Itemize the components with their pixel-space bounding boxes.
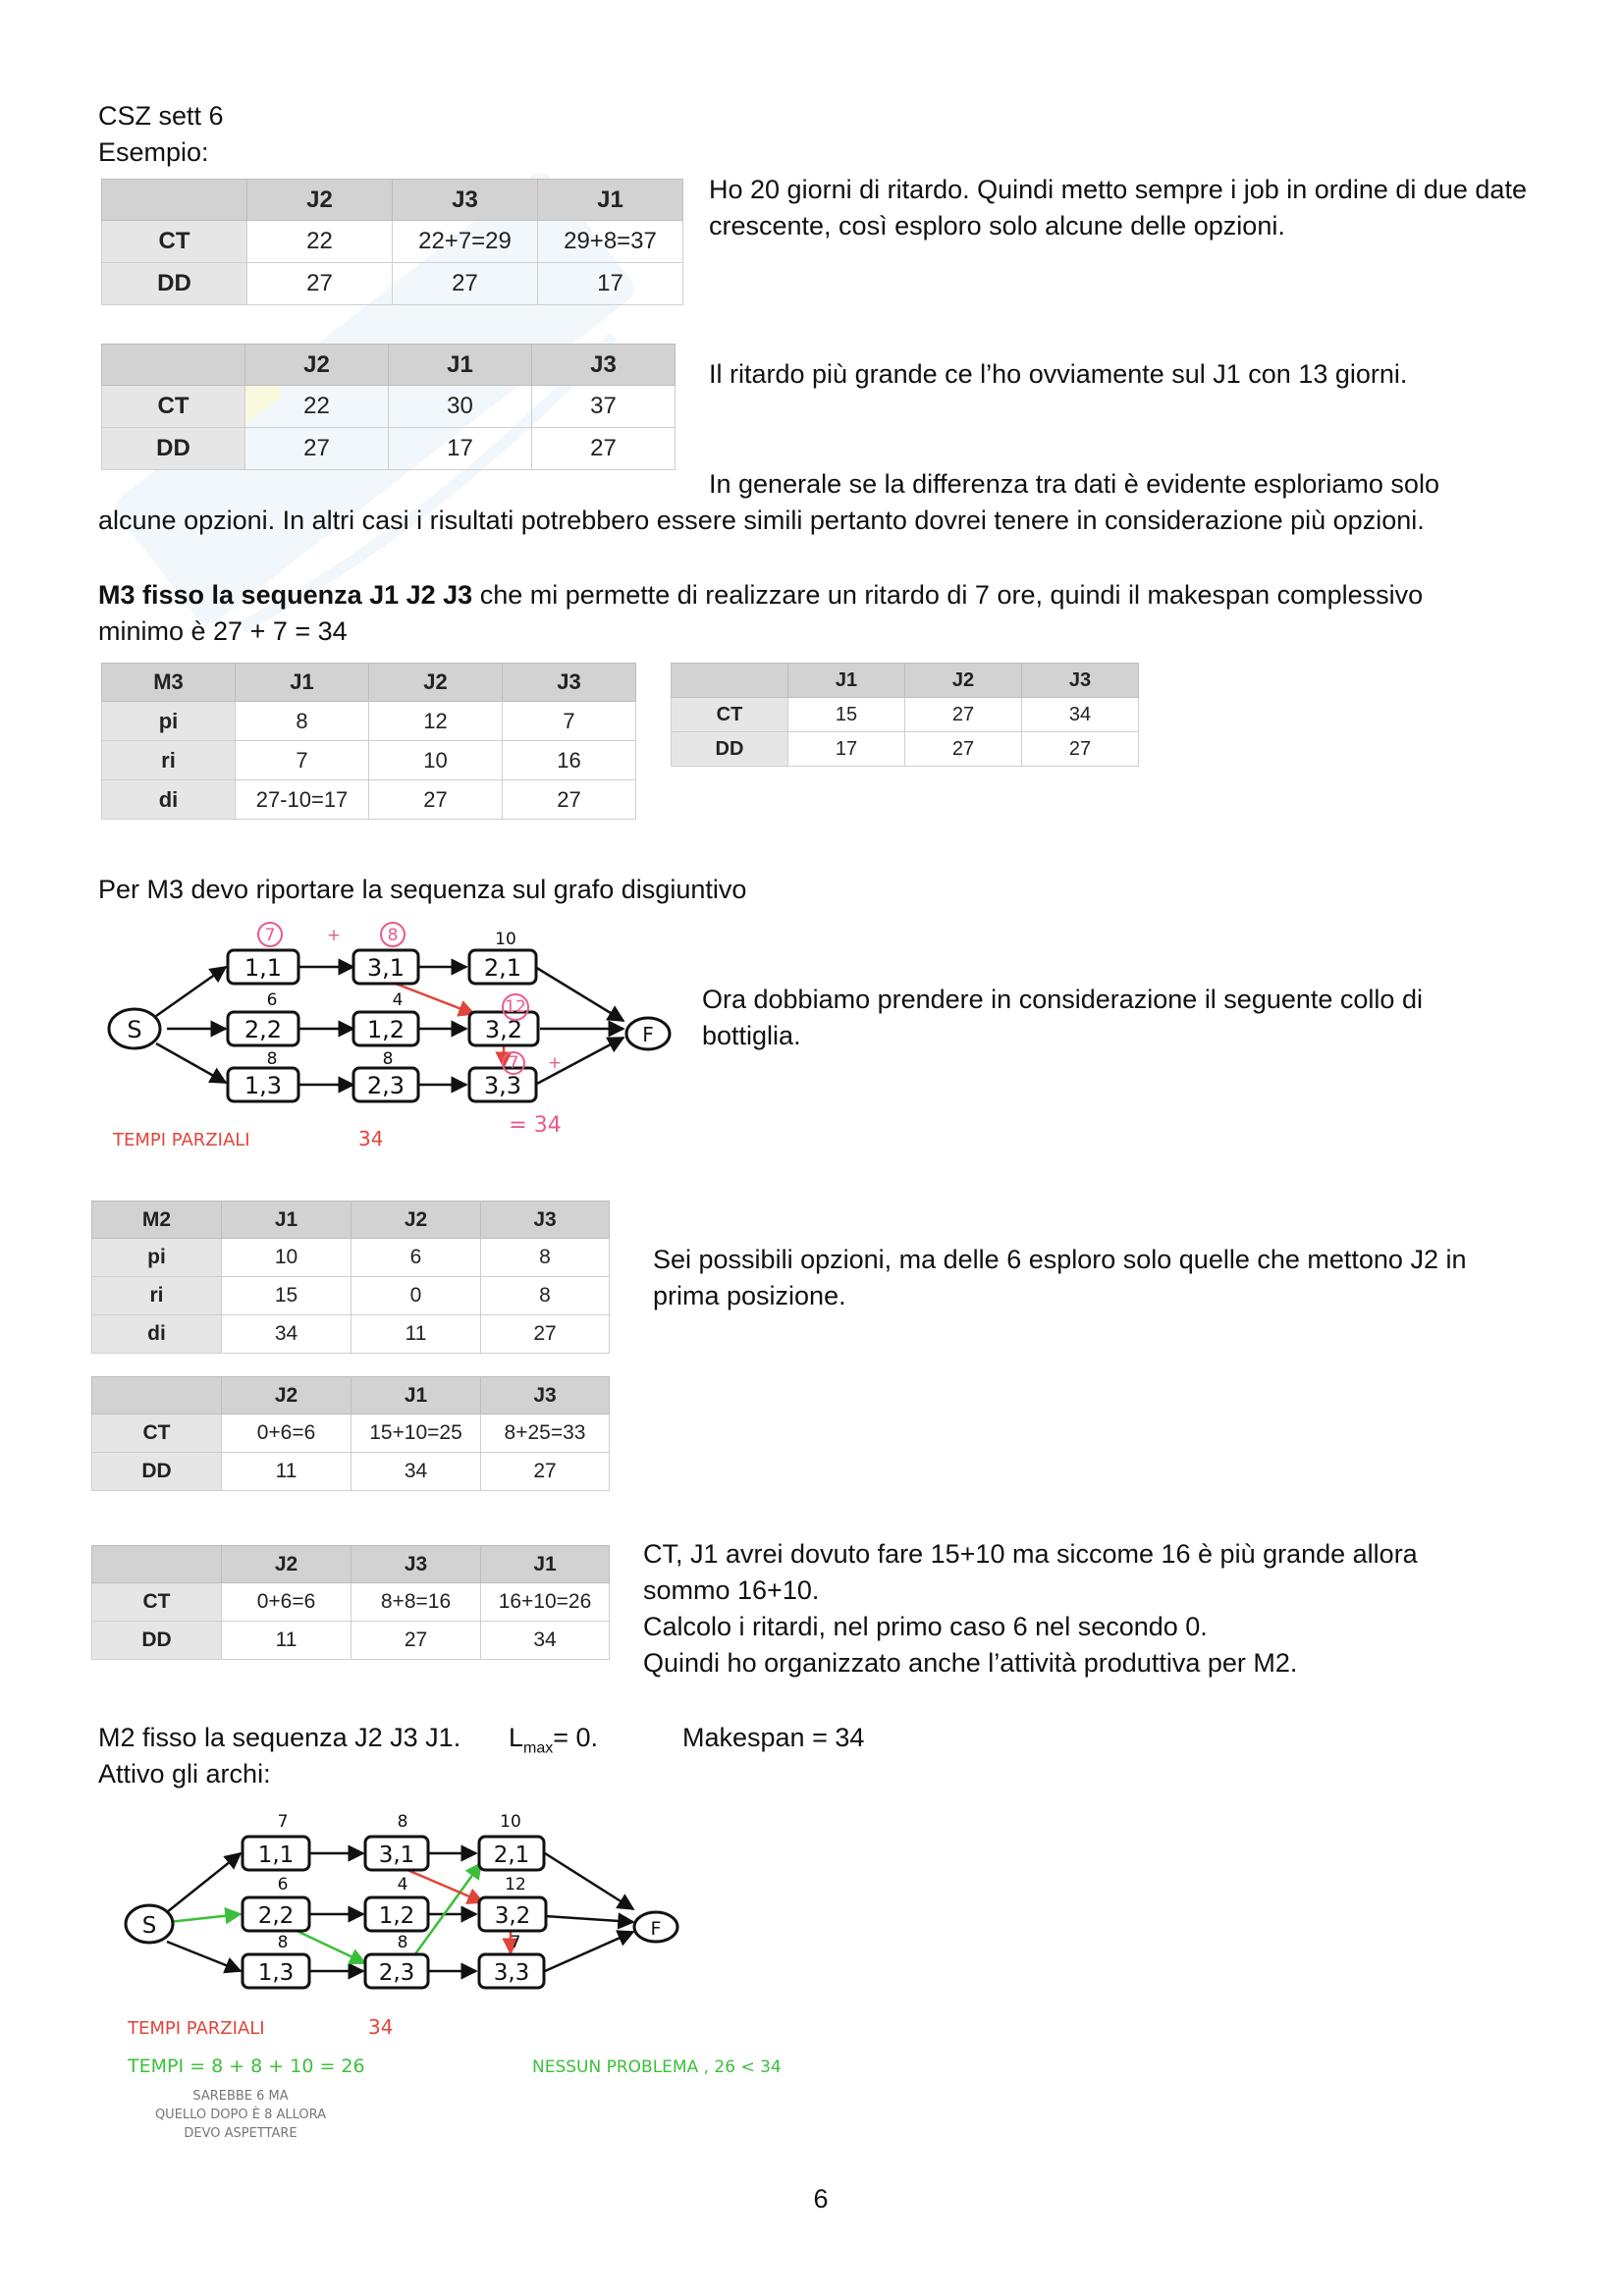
graph2-note: SAREBBE 6 MA — [192, 2089, 289, 2104]
row-header: DD — [102, 428, 245, 470]
annotation: + — [547, 1053, 563, 1073]
table-ct-dd-m2-b — [91, 1545, 610, 1660]
m3-makespan-line: minimo è 27 + 7 = 34 — [98, 616, 348, 646]
m2-sequence-text: M2 fisso la sequenza J2 J3 J1. — [98, 1723, 461, 1752]
header-cell: J1 — [389, 345, 532, 386]
paragraph-ct-line1: CT, J1 avrei dovuto fare 15+10 ma siccome 16 è più grande allora — [643, 1539, 1418, 1569]
table-cell: 27 — [503, 780, 636, 820]
makespan-text: Makespan = 34 — [682, 1723, 865, 1752]
row-header: DD — [92, 1622, 222, 1660]
table-cell: 11 — [222, 1453, 352, 1491]
paragraph-ct-line3: Calcolo i ritardi, nel primo caso 6 nel secondo 0. — [643, 1612, 1208, 1641]
table-cell: 34 — [352, 1453, 481, 1491]
header-cell: J1 — [481, 1546, 610, 1583]
annotation: 8 — [266, 1049, 278, 1069]
table-cell: 27-10=17 — [236, 780, 369, 820]
annotation: 4 — [392, 990, 404, 1010]
paragraph-sei-opzioni: Sei possibili opzioni, ma delle 6 esploro solo quelle che mettono J2 in prima posizione. — [653, 1245, 1467, 1310]
node-op: 2,1 — [483, 954, 522, 982]
paragraph-generale-2: alcune opzioni. In altri casi i risultati potrebbero essere simili pertanto dovrei tenere in considerazione più opzioni. — [98, 506, 1425, 535]
node-op: 2,2 — [243, 1016, 283, 1043]
table-cell: 27 — [905, 698, 1022, 732]
table-cell: 17 — [389, 428, 532, 470]
header-cell: J1 — [222, 1201, 352, 1239]
m3-sequence-bold: M3 fisso la sequenza J1 J2 J3 — [98, 580, 473, 610]
table-cell: 27 — [532, 428, 676, 470]
graph2-caption-label: TEMPI PARZIALI — [128, 2018, 265, 2039]
header-cell: J2 — [247, 180, 393, 221]
table-cell: 27 — [905, 732, 1022, 767]
table-cell: 22+7=29 — [393, 221, 538, 263]
annotation: 8 — [387, 926, 399, 945]
header-cell: J3 — [481, 1377, 610, 1415]
row-header: DD — [102, 263, 247, 305]
header-cell — [102, 345, 245, 386]
graph1-caption-value: 34 — [358, 1127, 384, 1150]
node-op: 1,1 — [257, 1842, 295, 1868]
table-cell: 0+6=6 — [222, 1583, 352, 1622]
table-cell: 11 — [222, 1622, 352, 1660]
table-cell: 27 — [247, 263, 393, 305]
attivo-archi-text: Attivo gli archi: — [98, 1759, 271, 1789]
node-op: 3,3 — [483, 1072, 522, 1099]
header-cell: J2 — [222, 1546, 352, 1583]
table-ct-dd-m3 — [671, 663, 1139, 767]
table-cell: 34 — [1022, 698, 1139, 732]
annotation: 8 — [277, 1933, 289, 1952]
table-cell: 22 — [247, 221, 393, 263]
table-ct-dd-2 — [101, 344, 676, 470]
lmax-text — [509, 1720, 598, 1766]
row-header: CT — [672, 698, 788, 732]
row-header: di — [102, 780, 236, 820]
course-label: CSZ sett 6 — [98, 101, 224, 131]
paragraph-ritardo-j1: Il ritardo più grande ce l’ho ovviamente sul J1 con 13 giorni. — [709, 359, 1408, 389]
table-cell: 27 — [352, 1622, 481, 1660]
table-cell: 12 — [369, 702, 503, 741]
node-op: 2,3 — [378, 1960, 415, 1986]
row-header: pi — [102, 702, 236, 741]
table-cell: 34 — [481, 1622, 610, 1660]
header-cell: J1 — [352, 1377, 481, 1415]
node-op: 1,1 — [243, 954, 283, 982]
table-cell: 15 — [222, 1277, 352, 1315]
paragraph-collo-bottiglia: Ora dobbiamo prendere in considerazione il seguente collo di bottiglia. — [702, 985, 1423, 1050]
header-cell: J3 — [532, 345, 676, 386]
paragraph-grafo: Per M3 devo riportare la sequenza sul grafo disgiuntivo — [98, 875, 747, 904]
m3-sequence-rest: che mi permette di realizzare un ritardo di 7 ore, quindi il makespan complessivo — [472, 580, 1424, 610]
table-cell: 27 — [393, 263, 538, 305]
annotation: 12 — [505, 1875, 526, 1895]
annotation: 10 — [495, 930, 516, 949]
annotation: 12 — [505, 997, 526, 1017]
row-header: di — [92, 1315, 222, 1354]
node-op: 2,2 — [257, 1903, 295, 1929]
table-cell: 29+8=37 — [538, 221, 683, 263]
graph2-caption-tempi: TEMPI = 8 + 8 + 10 = 26 — [128, 2056, 365, 2077]
node-op: 3,2 — [494, 1903, 531, 1929]
table-cell: 8+8=16 — [352, 1583, 481, 1622]
header-cell: J2 — [222, 1377, 352, 1415]
annotation: 7 — [277, 1812, 289, 1832]
header-cell: J3 — [352, 1546, 481, 1583]
header-cell: J2 — [905, 664, 1022, 698]
node-op: 3,2 — [484, 1016, 523, 1043]
header-cell — [92, 1377, 222, 1415]
header-cell: J2 — [369, 664, 503, 702]
node-f: F — [642, 1023, 654, 1046]
header-cell: M3 — [102, 664, 236, 702]
paragraph-ct-line4: Quindi ho organizzato anche l’attività produttiva per M2. — [643, 1648, 1298, 1678]
m3-sequence-line — [98, 577, 1423, 614]
table-cell: 17 — [538, 263, 683, 305]
node-op: 1,2 — [378, 1903, 415, 1929]
node-op: 3,3 — [493, 1960, 530, 1986]
table-cell: 11 — [352, 1315, 481, 1354]
row-header: CT — [102, 221, 247, 263]
page-number: 6 — [813, 2184, 829, 2214]
table-cell: 10 — [222, 1239, 352, 1277]
lmax-label: L — [509, 1723, 524, 1752]
row-header: DD — [92, 1453, 222, 1491]
table-cell: 6 — [352, 1239, 481, 1277]
table-ct-dd-1 — [101, 179, 683, 305]
header-cell — [672, 664, 788, 698]
node-f: F — [650, 1918, 662, 1940]
annotation: 7 — [508, 1053, 519, 1073]
table-ct-dd-m2-a — [91, 1376, 610, 1491]
graph2-caption-value: 34 — [368, 2015, 394, 2039]
table-cell: 8 — [481, 1239, 610, 1277]
graph1-caption-label: TEMPI PARZIALI — [113, 1130, 250, 1150]
table-cell: 30 — [389, 386, 532, 428]
annotation: 8 — [397, 1812, 408, 1832]
table-cell: 0+6=6 — [222, 1415, 352, 1453]
row-header: DD — [672, 732, 788, 767]
table-cell: 8 — [236, 702, 369, 741]
header-cell: J1 — [788, 664, 905, 698]
table-cell: 0 — [352, 1277, 481, 1315]
header-cell: M2 — [92, 1201, 222, 1239]
header-cell — [92, 1546, 222, 1583]
table-m3 — [101, 663, 636, 820]
table-cell: 16 — [503, 741, 636, 780]
node-s: S — [127, 1016, 142, 1043]
node-op: 2,1 — [493, 1842, 530, 1868]
table-cell: 17 — [788, 732, 905, 767]
example-label: Esempio: — [98, 137, 209, 167]
table-cell: 15 — [788, 698, 905, 732]
table-cell: 27 — [481, 1453, 610, 1491]
row-header: ri — [92, 1277, 222, 1315]
disjunctive-graph-m3 — [93, 918, 702, 1163]
annotation: 8 — [397, 1933, 408, 1952]
row-header: pi — [92, 1239, 222, 1277]
annotation: 4 — [397, 1875, 408, 1895]
row-header: ri — [102, 741, 236, 780]
table-cell: 22 — [245, 386, 389, 428]
paragraph-ct-line2: sommo 16+10. — [643, 1575, 820, 1605]
lmax-value: = 0. — [553, 1723, 599, 1752]
node-op: 3,1 — [378, 1842, 415, 1868]
header-cell: J2 — [245, 345, 389, 386]
graph2-note: DEVO ASPETTARE — [184, 2126, 298, 2141]
table-cell: 37 — [532, 386, 676, 428]
table-cell: 16+10=26 — [481, 1583, 610, 1622]
node-op: 1,3 — [243, 1072, 283, 1099]
table-cell: 10 — [369, 741, 503, 780]
annotation: 6 — [277, 1875, 289, 1895]
header-cell: J3 — [1022, 664, 1139, 698]
table-cell: 27 — [1022, 732, 1139, 767]
table-cell: 27 — [481, 1315, 610, 1354]
annotation: 8 — [382, 1049, 394, 1069]
header-cell: J3 — [481, 1201, 610, 1239]
header-cell: J2 — [352, 1201, 481, 1239]
table-cell: 27 — [245, 428, 389, 470]
node-op: 1,3 — [257, 1960, 295, 1986]
table-cell: 7 — [236, 741, 369, 780]
header-cell: J1 — [538, 180, 683, 221]
node-s: S — [141, 1913, 157, 1939]
node-op: 3,1 — [366, 954, 406, 982]
node-op: 2,3 — [366, 1072, 406, 1099]
header-cell: J3 — [503, 664, 636, 702]
row-header: CT — [92, 1583, 222, 1622]
lmax-subscript: max — [523, 1739, 554, 1757]
annotation: = 34 — [509, 1113, 562, 1138]
table-cell: 27 — [369, 780, 503, 820]
table-cell: 7 — [503, 702, 636, 741]
row-header: CT — [102, 386, 245, 428]
header-cell: J3 — [393, 180, 538, 221]
annotation: 10 — [500, 1812, 521, 1832]
annotation: 6 — [266, 990, 278, 1010]
disjunctive-graph-m2 — [108, 1806, 893, 2160]
table-cell: 34 — [222, 1315, 352, 1354]
annotation: 7 — [510, 1933, 521, 1952]
graph2-note: QUELLO DOPO È 8 ALLORA — [154, 2108, 327, 2122]
table-m2 — [91, 1201, 610, 1354]
table-cell: 15+10=25 — [352, 1415, 481, 1453]
header-cell: J1 — [236, 664, 369, 702]
table-cell: 8 — [481, 1277, 610, 1315]
table-cell: 8+25=33 — [481, 1415, 610, 1453]
annotation: 7 — [264, 926, 276, 945]
row-header: CT — [92, 1415, 222, 1453]
annotation: + — [326, 926, 342, 945]
graph2-caption-nessun-problema: NESSUN PROBLEMA , 26 < 34 — [532, 2057, 782, 2077]
header-cell — [102, 180, 247, 221]
paragraph-generale-1: In generale se la differenza tra dati è evidente esploriamo solo — [709, 469, 1439, 499]
paragraph-ritardo: Ho 20 giorni di ritardo. Quindi metto sempre i job in ordine di due date crescente, così esploro solo alcune delle opzioni. — [709, 175, 1527, 240]
node-op: 1,2 — [366, 1016, 406, 1043]
